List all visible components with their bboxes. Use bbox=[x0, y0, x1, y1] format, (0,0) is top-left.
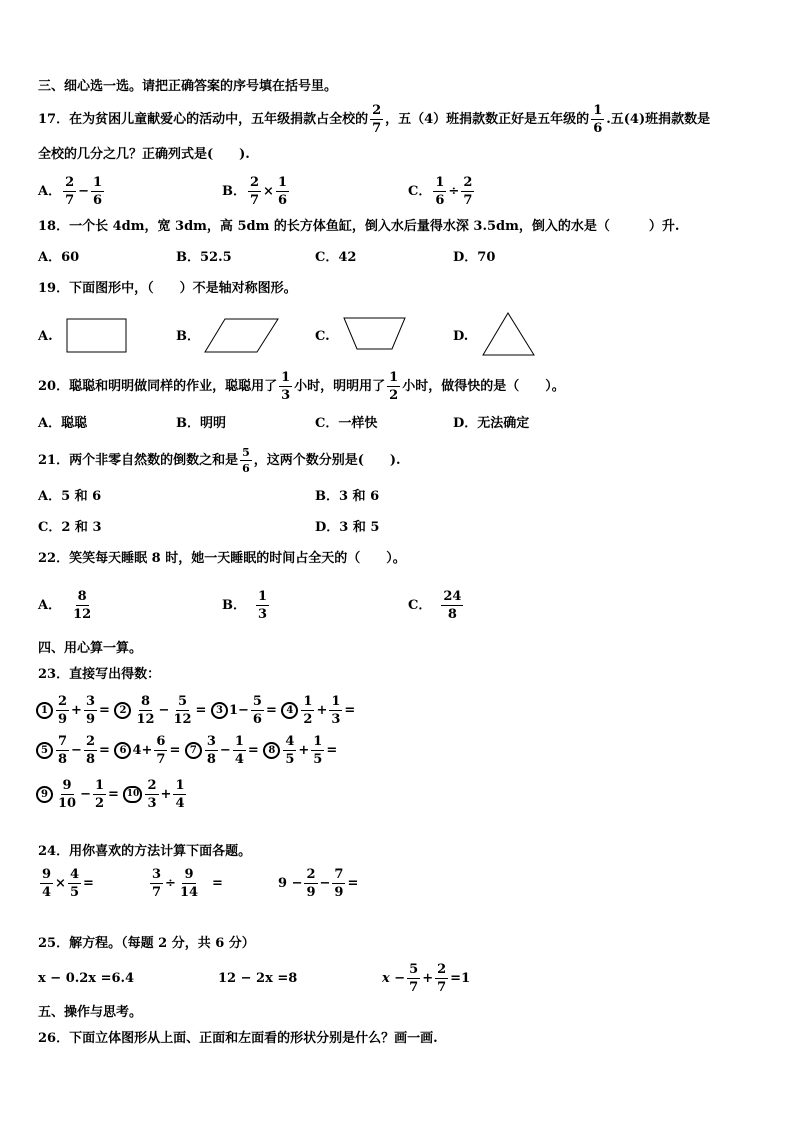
q22-stem: 22．笑笑每天睡眠 8 时，她一天睡眠的时间占全天的（ ）。 bbox=[38, 551, 406, 566]
q21-frac: $\frac{5}{6}$ bbox=[242, 446, 250, 475]
q20-option-a: A．聪聪 bbox=[38, 416, 88, 431]
q21-option-b: B．3 和 6 bbox=[315, 489, 380, 504]
q17-option-c: C． $\frac{1}{6}$ ÷ $\frac{2}{7}$ bbox=[408, 175, 473, 208]
q22-option-c: C． $\frac{24}{8}$ bbox=[408, 589, 462, 622]
q24-problem-1: $\frac{9}{4}$ × $\frac{4}{5}$ = bbox=[42, 867, 94, 900]
q22-option-a: A． $\frac{8}{12}$ bbox=[38, 589, 92, 622]
q19-option-d-label: D. bbox=[453, 329, 469, 344]
q20-option-c: C．一样快 bbox=[315, 416, 378, 431]
q18-option-d: D．70 bbox=[453, 250, 496, 265]
q23-row-2: 5 $\frac{7}{8}$ − $\frac{2}{8}$ = 6 4+ $\frac{6}{7}$ = 7 $\frac{3}{8}$ − $\frac{1}{4}$ = 8 $\frac{4}{5}$ + $\frac{1}{5}$ = bbox=[36, 734, 337, 768]
q23-stem: 23．直接写出得数： bbox=[38, 667, 161, 682]
q23-row-1: 1 $\frac{2}{9}$ + $\frac{3}{9}$ = 2 $\frac{8}{12}$ − $\frac{5}{12}$ = 3 1− $\frac{5}{6}$ = 4 $\frac{1}{2}$ + $\frac{1}{3}$ = bbox=[36, 694, 355, 728]
q17-frac-1: $\frac{2}{7}$ bbox=[372, 103, 382, 136]
q20-option-b: B．明明 bbox=[176, 416, 226, 431]
triangle-shape bbox=[481, 311, 537, 358]
q17-option-b: B． $\frac{2}{7}$ × $\frac{1}{6}$ bbox=[222, 175, 287, 208]
section-4-heading: 四、用心算一算。 bbox=[38, 641, 143, 656]
q24-stem: 24．用你喜欢的方法计算下面各题。 bbox=[38, 844, 252, 859]
q19-stem: 19．下面图形中，（ ）不是轴对称图形。 bbox=[38, 281, 297, 296]
q23-row-3: 9 $\frac{9}{10}$ − $\frac{1}{2}$ = 10 $\frac{2}{3}$ + $\frac{1}{4}$ bbox=[36, 778, 188, 812]
q18-stem: 18．一个长 4dm，宽 3dm，高 5dm 的长方体鱼缸，倒入水后量得水深 3.5dm，倒入的水是（ ）升. bbox=[38, 219, 680, 234]
q25-equation-2: 12 − 2x =8 bbox=[218, 971, 298, 986]
q17-stem: 17．在为贫困儿童献爱心的活动中，五年级捐款占全校的 $\frac{2}{7}$ ，五（4）班捐款数正好是五年级的 $\frac{1}{6}$ .五(4)班捐款数是 bbox=[38, 103, 711, 136]
q18-option-b: B．52.5 bbox=[176, 250, 232, 265]
q25-stem: 25．解方程。（每题 2 分，共 6 分） bbox=[38, 936, 255, 951]
q21-stem: 21．两个非零自然数的倒数之和是 $\frac{5}{6}$ ，这两个数分别是( ). bbox=[38, 446, 401, 475]
section-5-heading: 五、操作与思考。 bbox=[38, 1005, 143, 1020]
q21-option-d: D．3 和 5 bbox=[315, 520, 380, 535]
q19-option-b-label: B． bbox=[176, 329, 200, 344]
q17-option-a: A． $\frac{2}{7}$ − $\frac{1}{6}$ bbox=[38, 175, 103, 208]
q24-problem-3: 9 − $\frac{2}{9}$ − $\frac{7}{9}$ = bbox=[278, 867, 359, 900]
q17-frac-2: $\frac{1}{6}$ bbox=[593, 103, 603, 136]
q20-option-d: D．无法确定 bbox=[453, 416, 530, 431]
q20-frac-2: $\frac{1}{2}$ bbox=[389, 370, 399, 403]
rectangle-shape bbox=[66, 317, 128, 355]
q21-option-c: C．2 和 3 bbox=[38, 520, 102, 535]
q20-frac-1: $\frac{1}{3}$ bbox=[281, 370, 291, 403]
q19-option-a-label: A. bbox=[38, 329, 53, 344]
q22-option-b: B． $\frac{1}{3}$ bbox=[222, 589, 268, 622]
q24-problem-2: $\frac{3}{7}$ ÷ $\frac{9}{14}$ = bbox=[152, 867, 223, 900]
q19-option-c-label: C. bbox=[315, 329, 330, 344]
q20-stem: 20．聪聪和明明做同样的作业，聪聪用了 $\frac{1}{3}$ 小时，明明用了 $\frac{1}{2}$ 小时，做得快的是（ ）。 bbox=[38, 370, 565, 403]
trapezoid-shape bbox=[342, 316, 408, 352]
parallelogram-shape bbox=[203, 317, 281, 355]
q21-option-a: A．5 和 6 bbox=[38, 489, 102, 504]
q26-stem: 26．下面立体图形从上面、正面和左面看的形状分别是什么？画一画. bbox=[38, 1031, 438, 1046]
q18-option-c: C．42 bbox=[315, 250, 357, 265]
q25-equation-3: x − $\frac{5}{7}$ + $\frac{2}{7}$ =1 bbox=[382, 962, 471, 995]
q17-stem-line2: 全校的几分之几？正确列式是( ). bbox=[38, 147, 250, 162]
section-3-heading: 三、细心选一选。请把正确答案的序号填在括号里。 bbox=[38, 79, 338, 94]
q25-equation-1: x − 0.2x =6.4 bbox=[38, 971, 135, 986]
q18-option-a: A．60 bbox=[38, 250, 80, 265]
